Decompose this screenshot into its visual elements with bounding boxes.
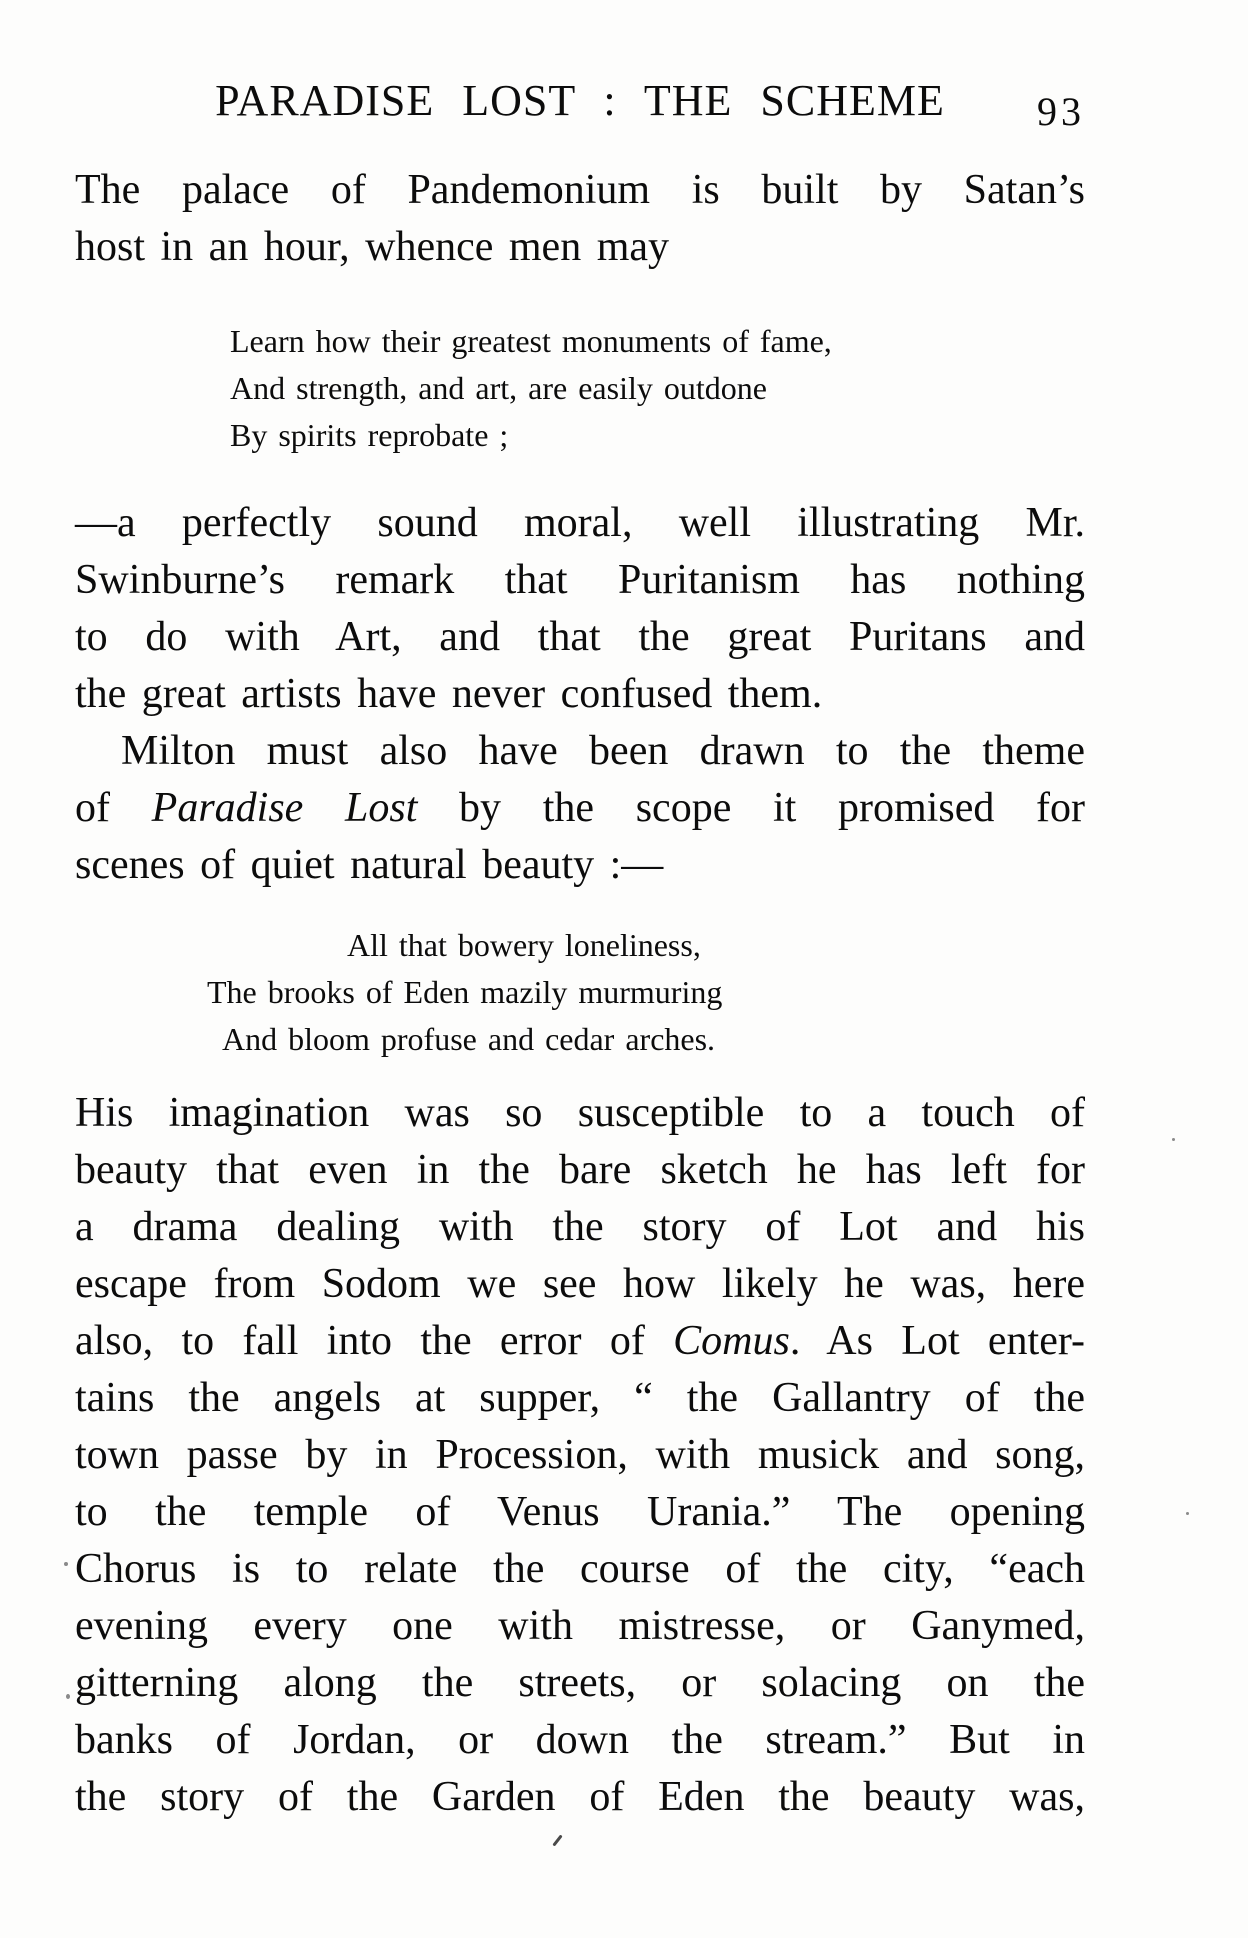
- body-line: [75, 1313, 1085, 1370]
- verse-line: And bloom profuse and cedar arches.: [222, 1021, 716, 1057]
- verse-line: And strength, and art, are easily outdone: [230, 370, 767, 406]
- paragraph-1: [75, 162, 1085, 276]
- body-line: —a perfectly sound moral, well illustrating Mr.: [75, 500, 1085, 546]
- body-line: scenes of quiet natural beauty :—: [75, 842, 664, 888]
- scan-speck: [64, 1562, 68, 1566]
- body-line: The palace of Pandemonium is built by Satan’s: [75, 167, 1085, 213]
- verse-line: All that bowery loneliness,: [347, 927, 701, 963]
- body-line: Chorus is to relate the course of the city, “each: [75, 1546, 1085, 1592]
- paragraph-2: [75, 495, 1085, 723]
- scan-speck: [1186, 1512, 1189, 1515]
- page-number: 93: [1037, 89, 1085, 134]
- body-line: banks of Jordan, or down the stream.” But in: [75, 1717, 1085, 1763]
- book-title-italic: Comus: [673, 1318, 790, 1364]
- body-line: [75, 780, 1085, 837]
- body-line: Swinburne’s remark that Puritanism has nothing: [75, 557, 1085, 603]
- body-text: also, to fall into the error of: [75, 1318, 674, 1364]
- paragraph-3: [75, 723, 1085, 894]
- body-line: tains the angels at supper, “ the Gallantry of the: [75, 1375, 1085, 1421]
- body-line: escape from Sodom we see how likely he was, here: [75, 1261, 1085, 1307]
- body-line: town passe by in Procession, with musick and song,: [75, 1432, 1085, 1478]
- body-line: to do with Art, and that the great Puritans and: [75, 614, 1085, 660]
- book-title-italic: Paradise Lost: [151, 785, 418, 831]
- verse-line: The brooks of Eden mazily murmuring: [207, 974, 723, 1010]
- body-line: gitterning along the streets, or solacing on the: [75, 1660, 1085, 1706]
- verse-line: By spirits reprobate ;: [230, 417, 509, 453]
- body-text: . As Lot enter-: [789, 1318, 1085, 1364]
- body-line: the great artists have never confused them.: [75, 671, 823, 717]
- verse-quote-1: [75, 318, 1085, 459]
- running-header: [75, 76, 1085, 134]
- text-column: [75, 0, 1085, 1826]
- scan-speck: [66, 1694, 70, 1699]
- body-text: of: [75, 785, 152, 831]
- paragraph-4: [75, 1085, 1085, 1826]
- scan-speck: [1172, 1138, 1175, 1141]
- scan-speck: [552, 1834, 562, 1846]
- body-line: host in an hour, whence men may: [75, 224, 670, 270]
- verse-line: Learn how their greatest monuments of fame,: [230, 323, 832, 359]
- body-line: a drama dealing with the story of Lot and his: [75, 1204, 1085, 1250]
- page-title: PARADISE LOST : THE SCHEME: [215, 76, 945, 125]
- body-text: by the scope it promised for: [417, 785, 1085, 831]
- body-line: evening every one with mistresse, or Ganymed,: [75, 1603, 1085, 1649]
- body-line: beauty that even in the bare sketch he has left for: [75, 1147, 1085, 1193]
- body-line: the story of the Garden of Eden the beauty was,: [75, 1774, 1085, 1820]
- verse-quote-2: [75, 922, 1085, 1063]
- body-line: to the temple of Venus Urania.” The opening: [75, 1489, 1085, 1535]
- body-line: Milton must also have been drawn to the theme: [121, 728, 1085, 774]
- body-line: His imagination was so susceptible to a touch of: [75, 1090, 1085, 1136]
